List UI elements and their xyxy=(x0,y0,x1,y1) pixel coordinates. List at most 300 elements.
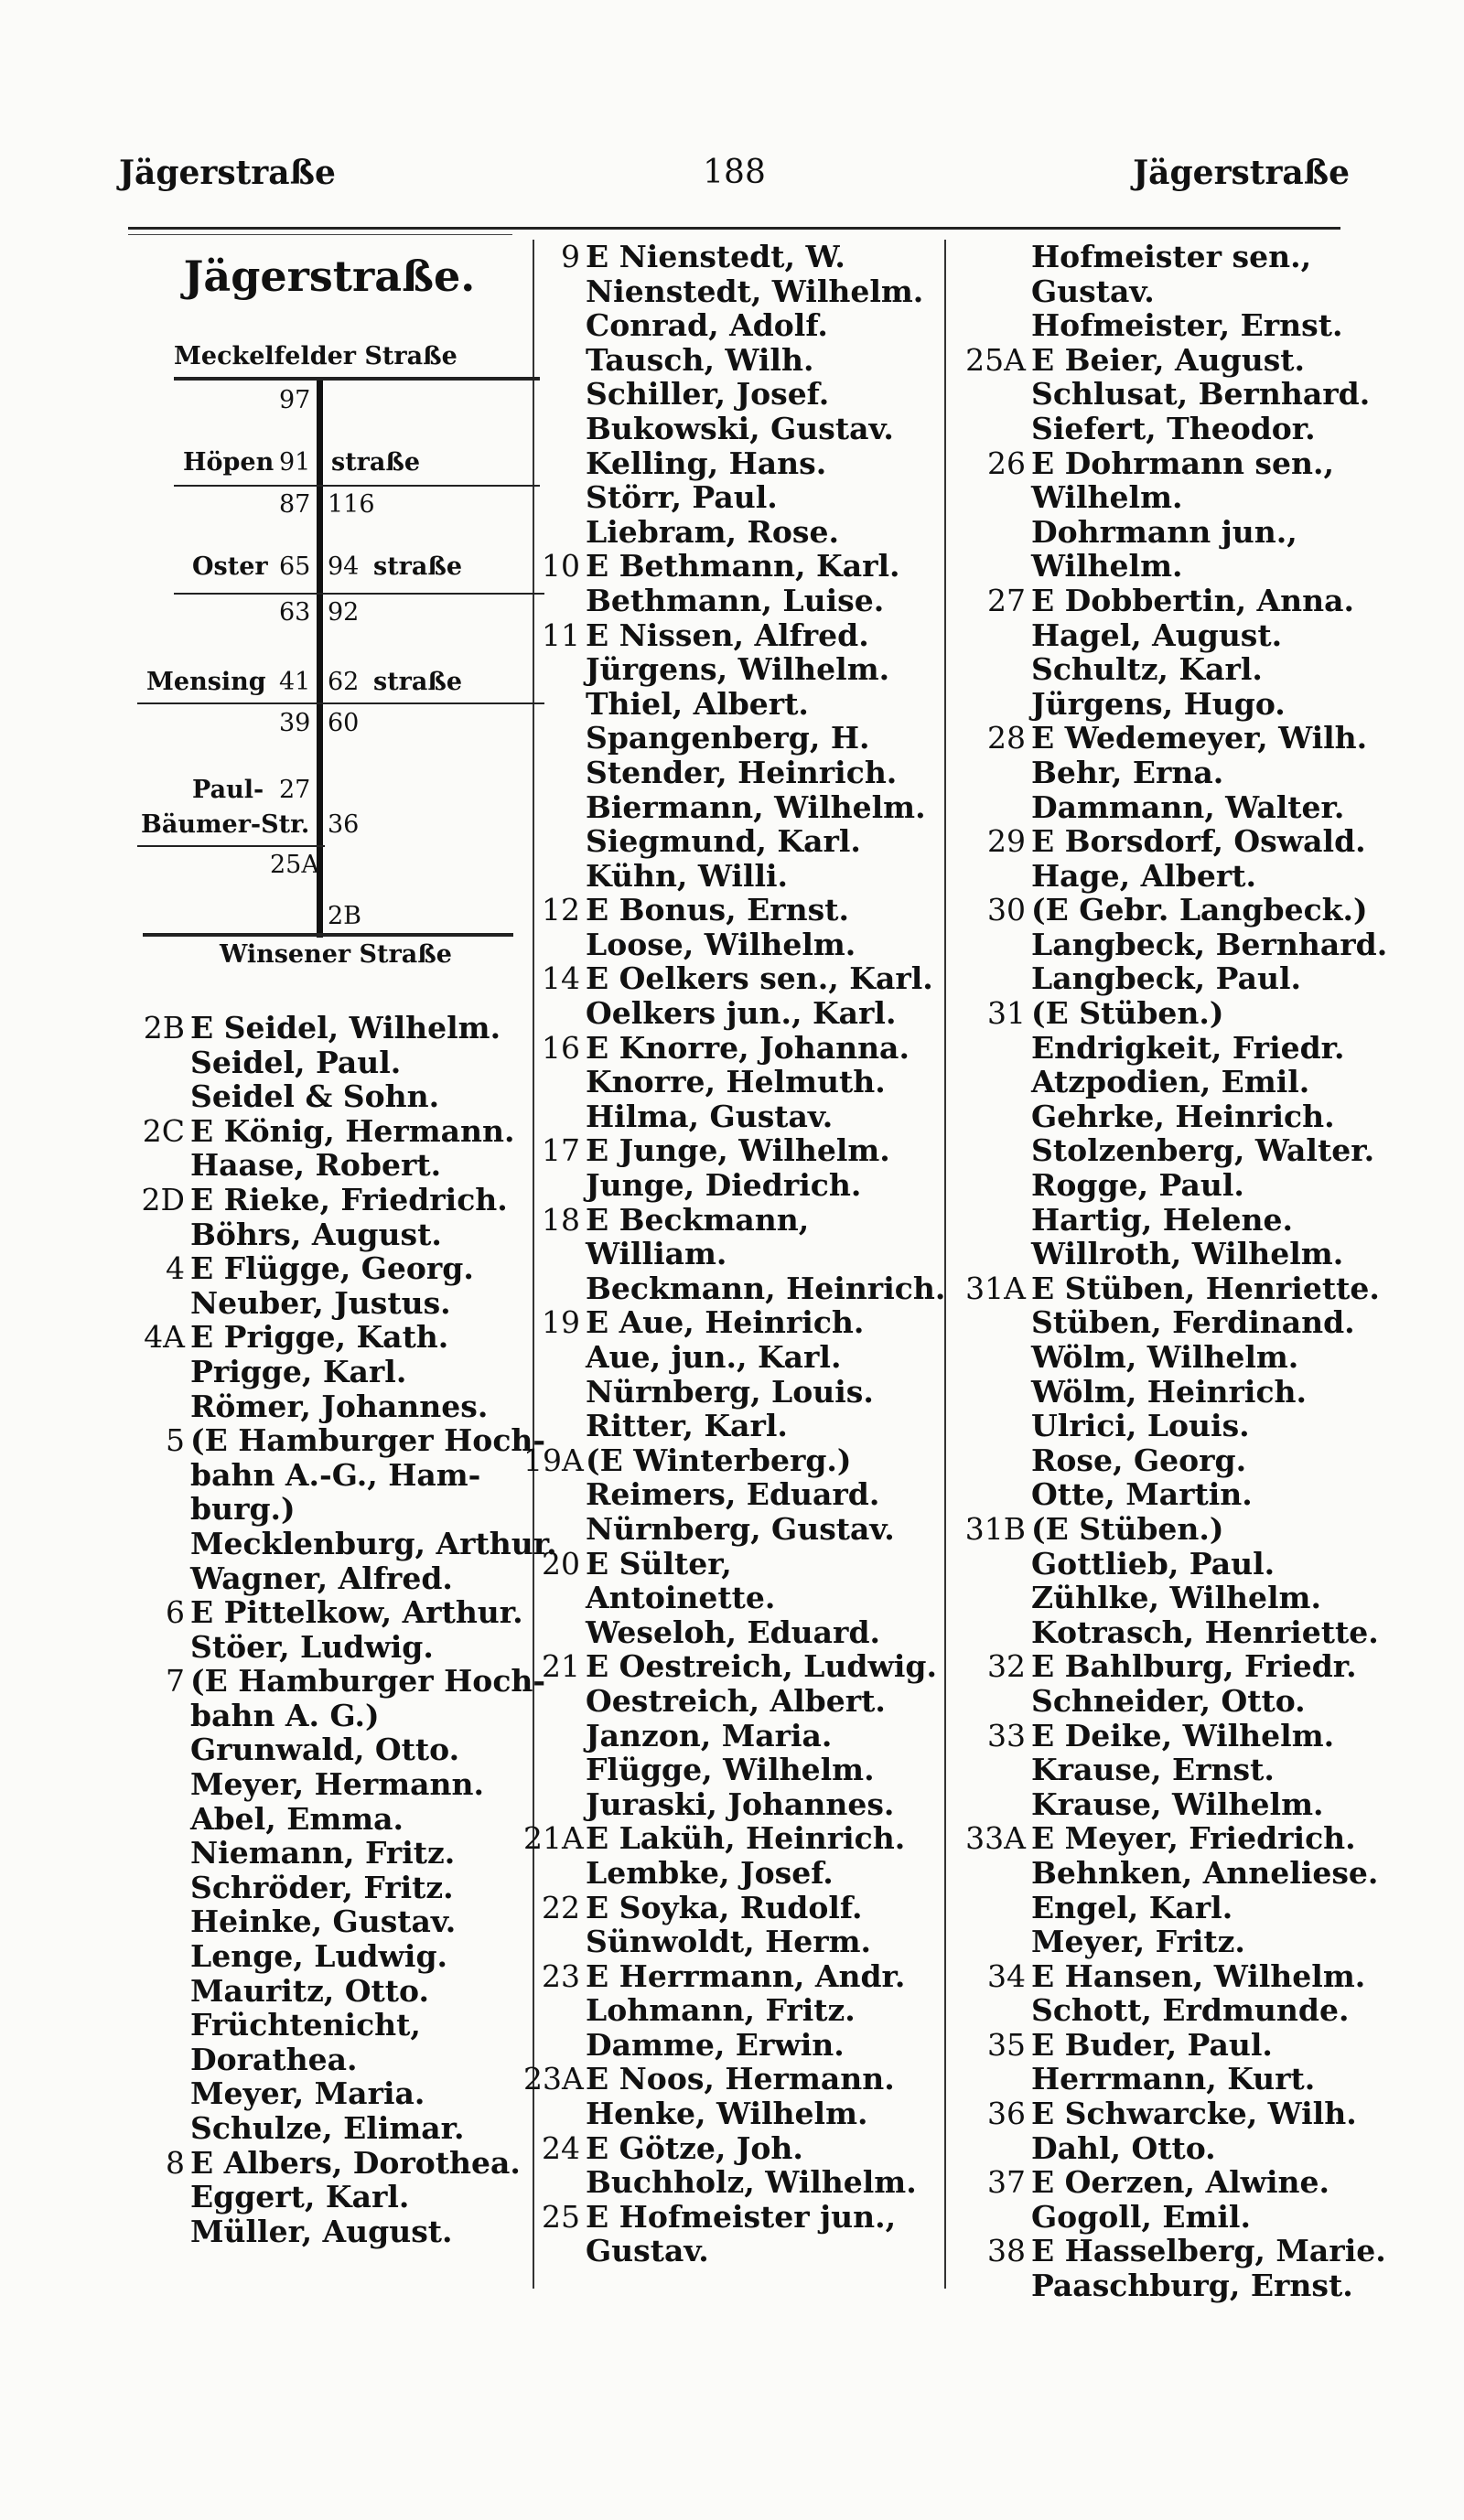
directory-entry xyxy=(957,1891,1360,1925)
house-number xyxy=(119,2043,190,2077)
directory-entry xyxy=(957,1614,1379,1650)
house-number: 35 xyxy=(987,2026,1026,2063)
directory-entry xyxy=(523,1168,944,1203)
house-number xyxy=(523,584,586,618)
directory-entry xyxy=(523,961,944,996)
resident-name: Wilhelm. xyxy=(1031,548,1183,584)
resident-name: Schott, Erdmunde. xyxy=(1031,1992,1350,2029)
directory-entry xyxy=(523,480,944,515)
resident-name: E Oerzen, Alwine. xyxy=(1031,2164,1330,2201)
house-number: 31A xyxy=(965,1270,1026,1306)
cross-street-suffix: straße xyxy=(331,448,421,477)
house-number: 62 xyxy=(328,668,360,696)
directory-entry xyxy=(957,376,1371,413)
directory-entry xyxy=(119,1561,531,1596)
resident-name: Spangenberg, H. xyxy=(586,720,870,756)
resident-name: (E Hamburger Hoch- xyxy=(190,1663,546,1700)
directory-entry xyxy=(957,756,1360,790)
house-number xyxy=(957,515,1031,550)
directory-entry xyxy=(957,2165,1360,2200)
house-number xyxy=(119,2214,190,2249)
house-number: 22 xyxy=(542,1889,580,1925)
house-number xyxy=(957,1856,1031,1891)
directory-entry xyxy=(957,1203,1360,1238)
directory-entry xyxy=(523,1787,944,1822)
directory-entry xyxy=(957,1031,1360,1066)
resident-name: Herrmann, Kurt. xyxy=(1031,2061,1316,2097)
house-number xyxy=(523,1719,586,1753)
directory-entry xyxy=(523,1237,944,1271)
house-number xyxy=(119,1148,190,1183)
directory-entry xyxy=(523,2028,944,2063)
directory-entry xyxy=(957,1854,1379,1891)
directory-entry xyxy=(119,1904,531,1939)
house-number: 65 xyxy=(279,552,311,581)
resident-name: (E Hamburger Hoch- xyxy=(190,1422,546,1459)
house-number xyxy=(119,2076,190,2111)
resident-name: Meyer, Hermann. xyxy=(190,1766,484,1803)
directory-entry xyxy=(957,720,1368,756)
resident-name: Krause, Wilhelm. xyxy=(1031,1785,1324,1822)
house-number xyxy=(523,1477,586,1512)
resident-name: Willroth, Wilhelm. xyxy=(1031,1236,1344,1272)
house-number xyxy=(523,1787,586,1822)
directory-entry xyxy=(119,1699,531,1733)
directory-entry xyxy=(523,446,944,481)
directory-entry xyxy=(119,2043,531,2077)
house-number: 24 xyxy=(542,2129,580,2166)
header-rule xyxy=(128,227,1340,230)
resident-name: Loose, Wilhelm. xyxy=(586,926,856,962)
house-number xyxy=(523,446,586,481)
house-number: 36 xyxy=(328,810,360,839)
house-number xyxy=(119,1939,190,1974)
house-number xyxy=(119,1355,190,1389)
directory-entry xyxy=(523,652,944,687)
directory-entry xyxy=(523,1753,944,1787)
resident-name: Engel, Karl. xyxy=(1031,1889,1233,1925)
resident-name: E Bethmann, Karl. xyxy=(586,548,900,584)
resident-name: Prigge, Karl. xyxy=(190,1353,407,1389)
resident-name: Nienstedt, Wilhelm. xyxy=(586,273,924,309)
resident-name: E Götze, Joh. xyxy=(586,2129,803,2166)
house-number xyxy=(523,652,586,687)
house-number: 26 xyxy=(987,445,1026,481)
resident-name: E Nissen, Alfred. xyxy=(586,617,869,653)
directory-entry xyxy=(523,1305,944,1340)
directory-entry xyxy=(119,2180,531,2214)
house-number xyxy=(957,1684,1031,1719)
resident-name: Lembke, Josef. xyxy=(586,1854,834,1891)
house-number: 25A xyxy=(965,341,1026,378)
house-number xyxy=(957,1375,1031,1410)
directory-entry xyxy=(523,2062,944,2096)
directory-entry xyxy=(957,1753,1360,1787)
house-number: 7 xyxy=(166,1663,185,1700)
resident-name: E Albers, Dorothea. xyxy=(190,2144,521,2181)
directory-entry xyxy=(957,1684,1360,1719)
resident-name: Langbeck, Bernhard. xyxy=(1031,926,1388,962)
directory-entry xyxy=(957,1305,1360,1340)
resident-name: Schlusat, Bernhard. xyxy=(1031,376,1371,413)
house-number: 92 xyxy=(328,598,360,627)
resident-name: (E Gebr. Langbeck.) xyxy=(1031,892,1368,928)
directory-entry xyxy=(119,1389,531,1424)
house-number: 16 xyxy=(542,1029,580,1066)
header-left-street: Jägerstraße xyxy=(119,154,336,192)
resident-name: Haase, Robert. xyxy=(190,1147,442,1184)
resident-name: burg.) xyxy=(190,1491,296,1528)
resident-name: E Wedemeyer, Wilh. xyxy=(1031,720,1368,756)
resident-name: Langbeck, Paul. xyxy=(1031,960,1301,997)
resident-name: Ulrici, Louis. xyxy=(1031,1408,1250,1444)
resident-name: Gustav. xyxy=(586,2233,709,2269)
resident-name: Behr, Erna. xyxy=(1031,754,1224,790)
resident-name: Gogoll, Emil. xyxy=(1031,2198,1251,2235)
house-number xyxy=(119,1079,190,1114)
house-number: 11 xyxy=(542,617,580,653)
directory-entry xyxy=(119,1183,531,1217)
house-number: 116 xyxy=(328,490,375,519)
resident-name: Henke, Wilhelm. xyxy=(586,2096,868,2132)
directory-entry xyxy=(957,1925,1360,1959)
directory-entry xyxy=(957,2200,1360,2235)
directory-entry xyxy=(523,412,944,446)
house-number xyxy=(523,1753,586,1787)
resident-name: E Junge, Wilhelm. xyxy=(586,1132,890,1169)
house-number xyxy=(523,1581,586,1615)
directory-entry xyxy=(523,2234,944,2268)
directory-entry xyxy=(523,687,944,722)
resident-name: Rose, Georg. xyxy=(1031,1442,1247,1478)
directory-entry xyxy=(957,996,1360,1031)
resident-name: Eggert, Karl. xyxy=(190,2179,410,2215)
house-number xyxy=(957,1753,1031,1787)
house-number: 19A xyxy=(523,1442,584,1478)
house-number: 9 xyxy=(561,239,580,274)
house-number: 12 xyxy=(542,892,580,928)
resident-name: Grunwald, Otto. xyxy=(190,1732,460,1768)
directory-entry xyxy=(119,1011,531,1046)
house-number xyxy=(957,1615,1031,1650)
directory-entry xyxy=(119,1974,531,2009)
house-number xyxy=(957,1993,1031,2028)
house-number xyxy=(957,240,1031,274)
house-number: 33 xyxy=(987,1717,1026,1753)
directory-entry xyxy=(957,1547,1360,1582)
resident-name: E Herrmann, Andr. xyxy=(586,1957,906,1994)
house-number xyxy=(119,1492,190,1527)
directory-entry xyxy=(957,2233,1386,2269)
house-number xyxy=(523,308,586,343)
resident-name: Römer, Johannes. xyxy=(190,1388,489,1424)
resident-name: E Rieke, Friedrich. xyxy=(190,1181,508,1217)
house-number xyxy=(523,1615,586,1650)
house-number: 60 xyxy=(328,709,360,737)
house-number xyxy=(523,2096,586,2131)
directory-entry xyxy=(523,1477,944,1512)
house-number xyxy=(957,1891,1031,1925)
house-number xyxy=(523,859,586,894)
house-number: 25A xyxy=(270,851,319,879)
directory-entry xyxy=(957,1649,1360,1684)
resident-name: E Schwarcke, Wilh. xyxy=(1031,2096,1357,2132)
directory-entry xyxy=(523,1031,944,1066)
directory-entry xyxy=(523,2165,944,2200)
directory-entry xyxy=(119,1767,531,1802)
house-number xyxy=(119,1802,190,1837)
resident-name: Mecklenburg, Arthur. xyxy=(190,1525,557,1561)
resident-name: Hartig, Helene. xyxy=(1031,1201,1293,1238)
house-number: 33A xyxy=(965,1820,1026,1857)
directory-entry xyxy=(119,2008,531,2043)
house-number xyxy=(523,1271,586,1306)
directory-entry xyxy=(957,1821,1360,1856)
house-number xyxy=(523,343,586,378)
resident-name: E Bonus, Ernst. xyxy=(586,892,849,928)
house-number: 97 xyxy=(279,386,311,414)
cross-street-suffix: straße xyxy=(373,668,463,696)
house-number xyxy=(957,274,1031,309)
house-number: 23A xyxy=(523,2061,584,2097)
house-number xyxy=(523,2165,586,2200)
directory-entry xyxy=(119,1939,531,1974)
directory-entry xyxy=(523,1581,944,1615)
resident-name: Tausch, Wilh. xyxy=(586,341,814,378)
directory-entry xyxy=(523,2096,944,2131)
directory-entry xyxy=(957,480,1360,515)
resident-name: Hofmeister, Ernst. xyxy=(1031,307,1343,344)
resident-name: E Knorre, Johanna. xyxy=(586,1029,910,1066)
house-number: 8 xyxy=(166,2144,185,2181)
house-number: 31 xyxy=(987,995,1026,1032)
resident-name: Kotrasch, Henriette. xyxy=(1031,1614,1379,1650)
directory-entry xyxy=(523,274,944,309)
directory-entry xyxy=(957,2028,1360,2063)
directory-entry xyxy=(119,1802,531,1837)
house-number xyxy=(957,859,1031,894)
house-number xyxy=(957,961,1031,996)
house-number xyxy=(957,756,1031,790)
directory-entry xyxy=(119,1286,531,1321)
resident-name: Hilma, Gustav. xyxy=(586,1098,834,1134)
resident-name: Gustav. xyxy=(1031,273,1155,309)
directory-entry xyxy=(957,308,1360,343)
house-number xyxy=(523,756,586,790)
resident-name: Hagel, August. xyxy=(1031,617,1283,653)
directory-entry xyxy=(957,1132,1375,1169)
house-number xyxy=(119,1974,190,2009)
resident-name: Meyer, Fritz. xyxy=(1031,1924,1245,1960)
resident-name: Wilhelm. xyxy=(1031,479,1183,516)
directory-entry xyxy=(523,1684,944,1719)
directory-entry xyxy=(957,412,1360,446)
street-diagram xyxy=(128,329,522,988)
resident-name: Jürgens, Hugo. xyxy=(1031,685,1286,722)
house-number xyxy=(523,480,586,515)
house-number xyxy=(957,1925,1031,1959)
resident-name: Thiel, Albert. xyxy=(586,685,809,722)
cross-street-line xyxy=(174,593,544,595)
resident-name: Buchholz, Wilhelm. xyxy=(586,2164,917,2201)
cross-street-line xyxy=(137,702,544,704)
resident-name: Schulze, Elimar. xyxy=(190,2110,465,2146)
resident-name: Mauritz, Otto. xyxy=(190,1972,429,2009)
cross-street-label: Winsener Straße xyxy=(220,940,452,969)
cross-street-label: Mensing xyxy=(146,668,266,696)
cross-street-line xyxy=(143,933,513,937)
directory-entry xyxy=(523,1203,944,1238)
resident-name: E Laküh, Heinrich. xyxy=(586,1820,906,1857)
directory-entry xyxy=(957,515,1360,550)
resident-name: Behnken, Anneliese. xyxy=(1031,1854,1379,1891)
cross-street-line xyxy=(174,377,540,381)
directory-entry xyxy=(523,343,944,378)
house-number: 18 xyxy=(542,1201,580,1238)
house-number xyxy=(523,1856,586,1891)
resident-name: Krause, Ernst. xyxy=(1031,1752,1275,1788)
house-number xyxy=(957,790,1031,825)
resident-name: Zühlke, Wilhelm. xyxy=(1031,1580,1321,1616)
resident-name: Beckmann, Heinrich. xyxy=(586,1270,946,1306)
directory-entry xyxy=(119,1320,531,1355)
resident-name: Lenge, Ludwig. xyxy=(190,1938,448,1975)
house-number xyxy=(957,1409,1031,1443)
house-number xyxy=(957,480,1031,515)
resident-name: Müller, August. xyxy=(190,2213,453,2249)
house-number xyxy=(119,1767,190,1802)
resident-name: Paaschburg, Ernst. xyxy=(1031,2268,1353,2304)
directory-entry xyxy=(957,2131,1360,2166)
resident-name: Kühn, Willi. xyxy=(586,857,789,894)
house-number xyxy=(119,1630,190,1665)
directory-entry xyxy=(523,790,944,825)
cross-street-line xyxy=(137,845,325,847)
house-number xyxy=(957,1305,1031,1340)
house-number xyxy=(957,1133,1031,1168)
house-number xyxy=(523,721,586,756)
directory-entry xyxy=(957,790,1360,825)
house-number: 36 xyxy=(987,2096,1026,2132)
directory-entry xyxy=(957,1409,1360,1443)
resident-name: Biermann, Wilhelm. xyxy=(586,788,926,825)
directory-entry xyxy=(957,1237,1360,1271)
resident-name: Neuber, Justus. xyxy=(190,1284,451,1321)
resident-name: E Oestreich, Ludwig. xyxy=(586,1648,937,1685)
directory-entry xyxy=(523,1065,944,1099)
house-number: 4A xyxy=(144,1319,185,1356)
house-number: 2D xyxy=(141,1181,185,1217)
resident-name: Weseloh, Eduard. xyxy=(586,1614,881,1650)
resident-name: E Nienstedt, W. xyxy=(586,239,845,274)
house-number xyxy=(957,549,1031,584)
directory-entry xyxy=(523,1615,944,1650)
resident-name: Reimers, Eduard. xyxy=(586,1476,880,1513)
house-number xyxy=(119,1527,190,1561)
directory-entry xyxy=(119,1355,531,1389)
house-number xyxy=(523,412,586,446)
house-number xyxy=(523,824,586,859)
resident-name: Böhrs, August. xyxy=(190,1216,442,1252)
house-number xyxy=(523,1409,586,1443)
house-number xyxy=(523,687,586,722)
directory-column-3 xyxy=(957,239,1388,2304)
directory-entry xyxy=(523,1512,944,1547)
house-number: 94 xyxy=(328,552,360,581)
resident-name: Stöer, Ludwig. xyxy=(190,1628,434,1665)
resident-name: Aue, jun., Karl. xyxy=(586,1339,842,1375)
house-number xyxy=(523,2028,586,2063)
resident-name: (E Stüben.) xyxy=(1031,995,1224,1032)
directory-entry xyxy=(957,859,1360,894)
house-number: 6 xyxy=(166,1594,185,1631)
resident-name: Dammann, Walter. xyxy=(1031,788,1345,825)
house-number xyxy=(957,1477,1031,1512)
resident-name: Bethmann, Luise. xyxy=(586,582,885,618)
directory-entry xyxy=(119,1630,531,1665)
directory-entry xyxy=(523,996,944,1031)
directory-entry xyxy=(523,1133,944,1168)
house-number xyxy=(523,1099,586,1134)
house-number xyxy=(119,2008,190,2043)
directory-entry xyxy=(119,1251,531,1286)
resident-name: E Dohrmann sen., xyxy=(1031,445,1334,481)
house-number xyxy=(957,377,1031,412)
resident-name: E Hansen, Wilhelm. xyxy=(1031,1957,1366,1994)
house-number: 28 xyxy=(987,720,1026,756)
resident-name: Oestreich, Albert. xyxy=(586,1682,886,1719)
house-number xyxy=(119,1217,190,1252)
house-number xyxy=(119,1871,190,1905)
house-number xyxy=(957,2131,1031,2166)
house-number: 4 xyxy=(166,1250,185,1287)
directory-entry xyxy=(957,892,1368,928)
cross-street-label: Meckelfelder Straße xyxy=(174,342,458,370)
resident-name: E Soyka, Rudolf. xyxy=(586,1889,863,1925)
directory-entry xyxy=(523,928,944,962)
house-number xyxy=(523,274,586,309)
resident-name: Liebram, Rose. xyxy=(586,513,839,550)
house-number: 2C xyxy=(142,1112,185,1149)
resident-name: E Aue, Heinrich. xyxy=(586,1304,865,1341)
house-number xyxy=(119,1904,190,1939)
cross-street-line xyxy=(174,485,540,487)
directory-entry xyxy=(523,1340,944,1375)
cross-street-label: Bäumer-Str. xyxy=(141,810,310,839)
directory-entry xyxy=(523,1375,944,1410)
resident-name: E Oelkers sen., Karl. xyxy=(586,960,933,997)
resident-name: Früchtenicht, xyxy=(190,2007,421,2043)
resident-name: Stolzenberg, Walter. xyxy=(1031,1132,1375,1169)
resident-name: Wölm, Wilhelm. xyxy=(1031,1339,1299,1375)
directory-entry xyxy=(523,1719,944,1753)
resident-name: Siefert, Theodor. xyxy=(1031,410,1316,446)
directory-entry xyxy=(957,1581,1360,1615)
house-number: 63 xyxy=(279,598,311,627)
directory-entry xyxy=(957,549,1360,584)
cross-street-suffix: straße xyxy=(373,552,463,581)
cross-street-label: Oster xyxy=(192,552,268,581)
house-number: 23 xyxy=(542,1957,580,1994)
house-number xyxy=(957,1581,1031,1615)
house-number: 37 xyxy=(987,2164,1026,2201)
resident-name: Dahl, Otto. xyxy=(1031,2129,1216,2166)
resident-name: Schultz, Karl. xyxy=(1031,651,1263,688)
directory-entry xyxy=(957,1719,1360,1753)
directory-entry xyxy=(523,1856,944,1891)
house-number xyxy=(119,1458,190,1493)
house-number: 2B xyxy=(143,1010,185,1046)
